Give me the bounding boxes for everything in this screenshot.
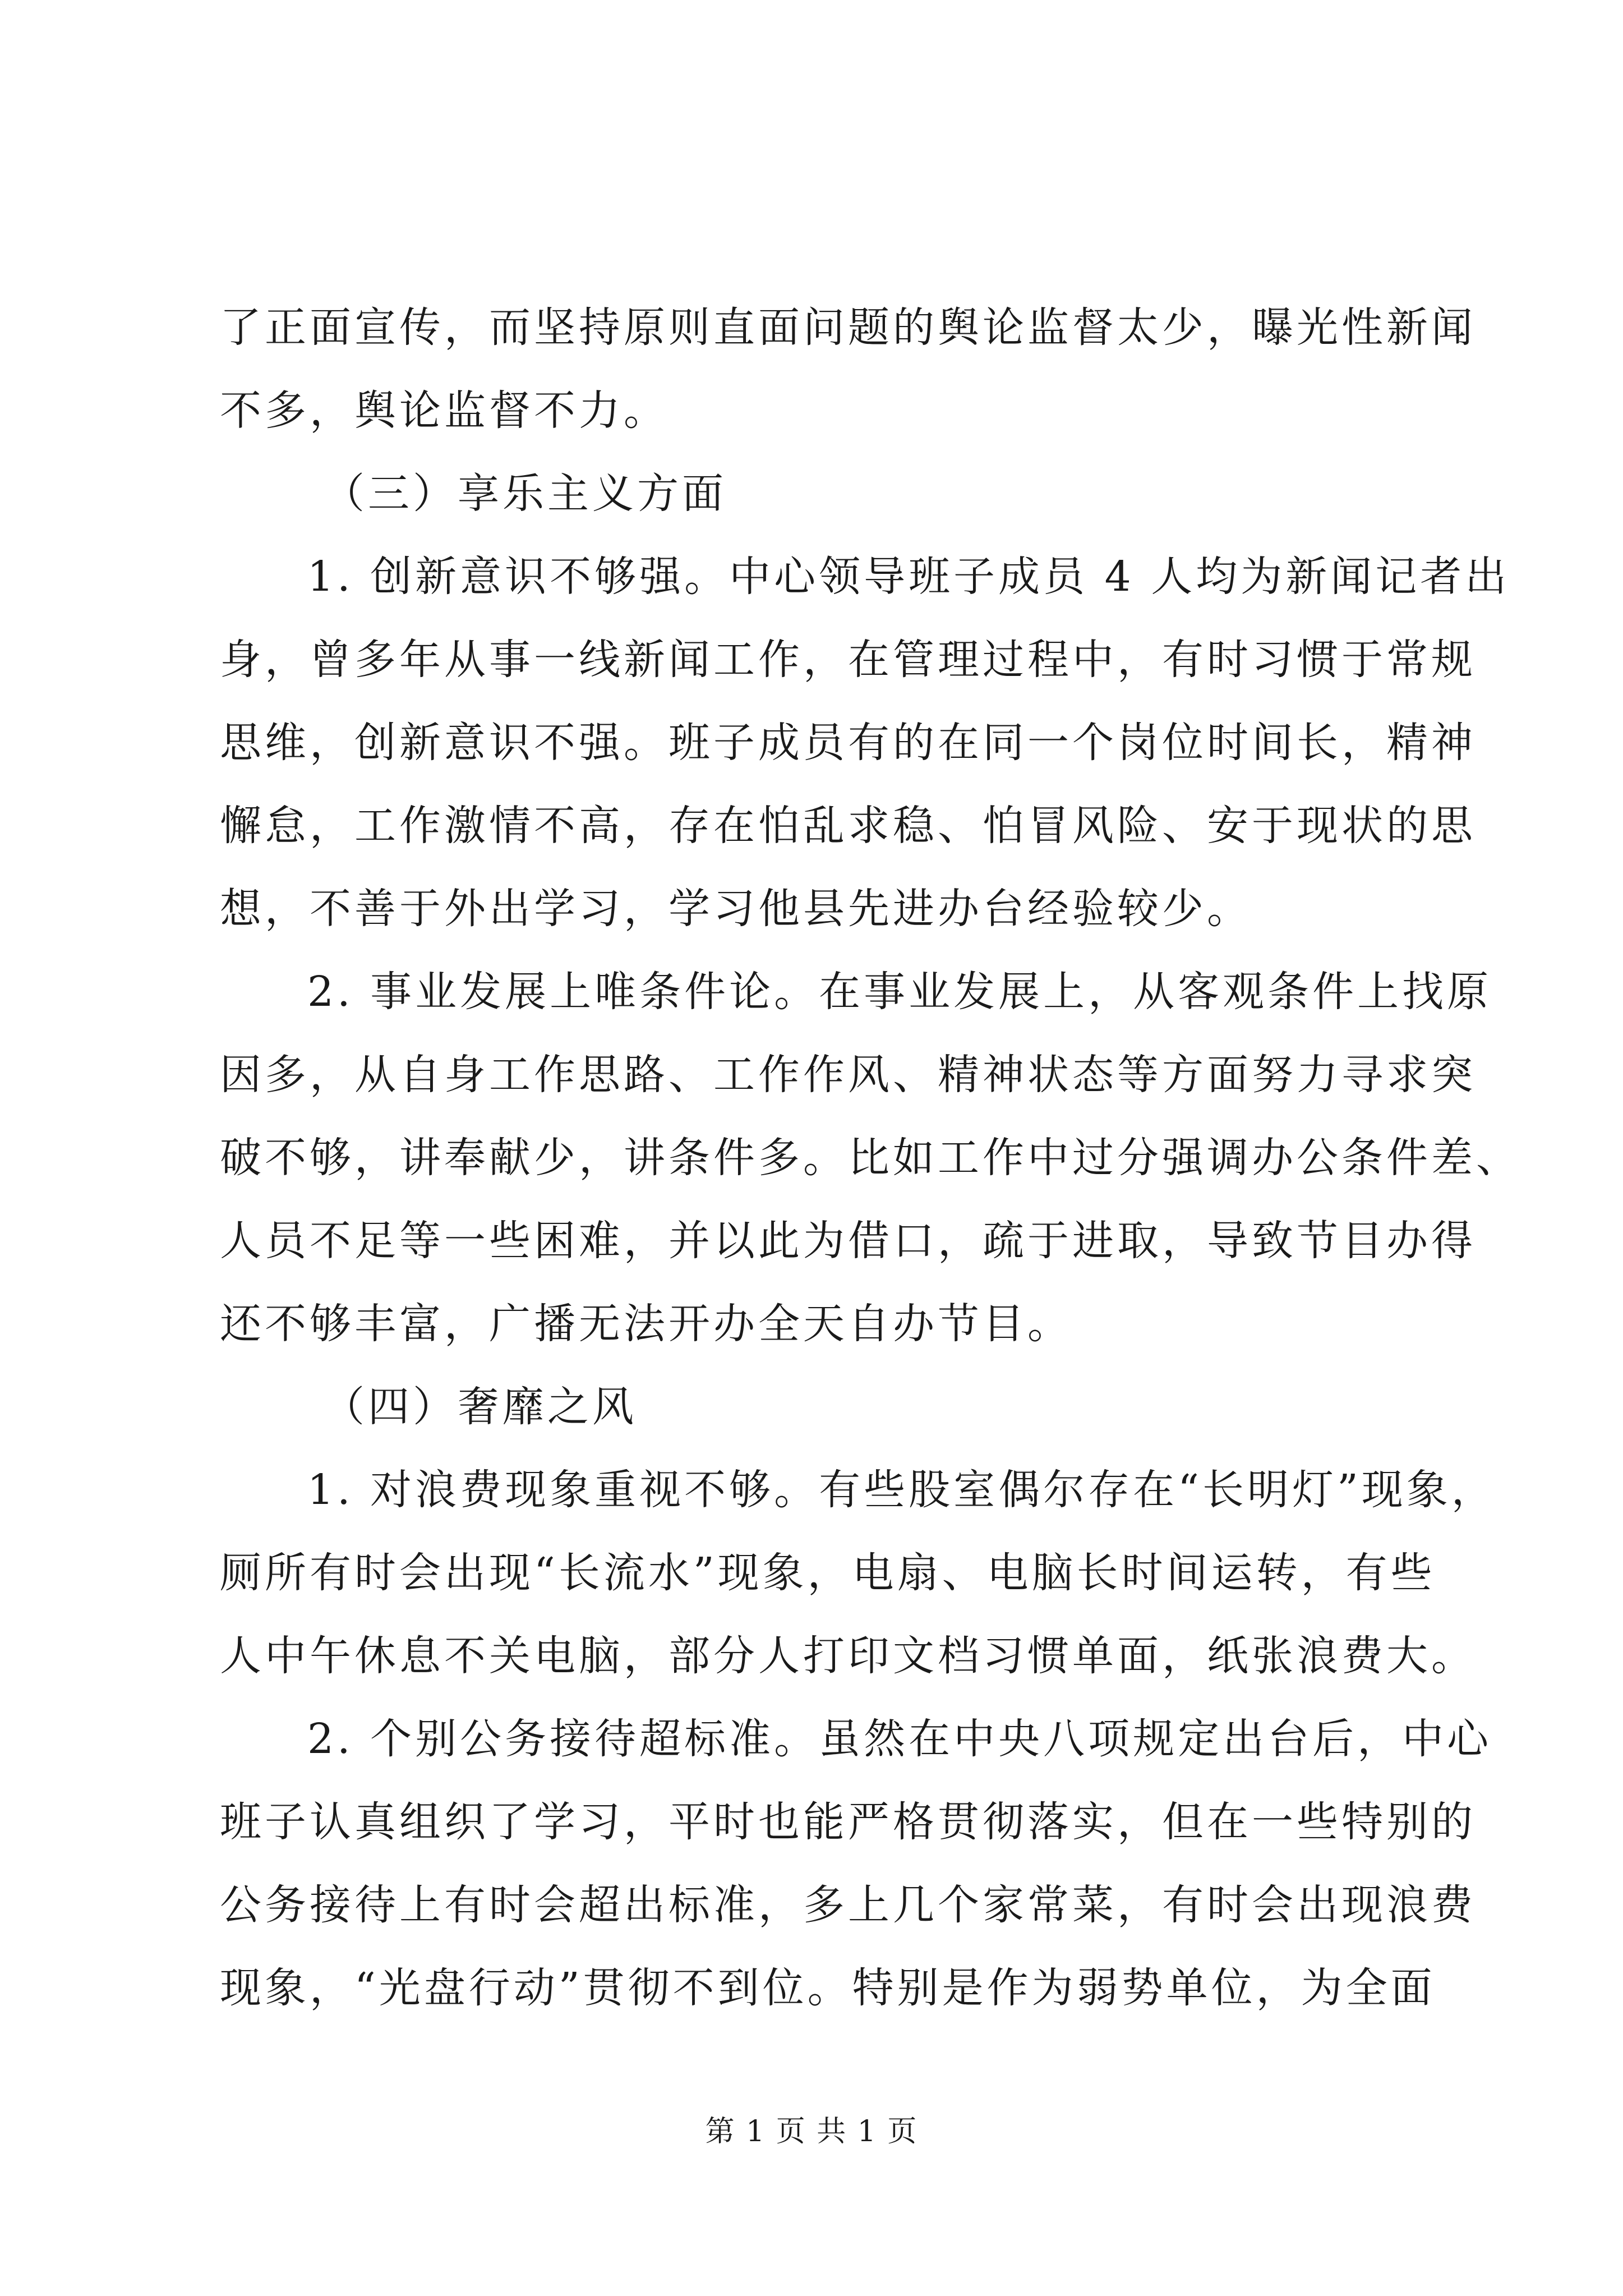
body-line: 破不够，讲奉献少，讲条件多。比如工作中过分强调办公条件差、: [220, 1134, 1521, 1182]
body-line: 公务接待上有时会超出标准，多上几个家常菜，有时会出现浪费: [220, 1881, 1476, 1929]
page-footer: 第 1 页 共 1 页: [705, 2115, 918, 2148]
body-line: 懈怠，工作激情不高，存在怕乱求稳、怕冒风险、安于现状的思: [220, 802, 1476, 850]
body-line: 还不够丰富，广播无法开办全天自办节目。: [220, 1300, 1072, 1348]
body-line: 班子认真组织了学习，平时也能严格贯彻落实，但在一些特别的: [220, 1798, 1476, 1846]
body-line: 厕所有时会出现“长流水”现象，电扇、电脑长时间运转，有些: [220, 1549, 1436, 1597]
paragraph-first-line: 1. 创新意识不够强。中心领导班子成员 4 人均为新闻记者出: [307, 553, 1510, 601]
body-line: 不多，舆论监督不力。: [220, 386, 668, 435]
paragraph-first-line: 1. 对浪费现象重视不够。有些股室偶尔存在“长明灯”现象，: [307, 1466, 1496, 1514]
section-heading: （三）享乐主义方面: [323, 470, 727, 518]
body-line: 了正面宣传，而坚持原则直面问题的舆论监督太少，曝光性新闻: [220, 303, 1476, 352]
body-line: 思维，创新意识不强。班子成员有的在同一个岗位时间长，精神: [220, 719, 1476, 767]
body-line: 想，不善于外出学习，学习他县先进办台经验较少。: [220, 885, 1252, 933]
body-line: 身，曾多年从事一线新闻工作，在管理过程中，有时习惯于常规: [220, 636, 1476, 684]
paragraph-first-line: 2. 个别公务接待超标准。虽然在中央八项规定出台后，中心: [307, 1715, 1492, 1763]
paragraph-first-line: 2. 事业发展上唯条件论。在事业发展上，从客观条件上找原: [307, 968, 1492, 1016]
body-line: 现象，“光盘行动”贯彻不到位。特别是作为弱势单位，为全面: [220, 1964, 1436, 2012]
body-line: 人员不足等一些困难，并以此为借口，疏于进取，导致节目办得: [220, 1217, 1476, 1265]
body-line: 人中午休息不关电脑，部分人打印文档习惯单面，纸张浪费大。: [220, 1632, 1476, 1680]
body-line: 因多，从自身工作思路、工作作风、精神状态等方面努力寻求突: [220, 1051, 1476, 1099]
section-heading: （四）奢靡之风: [323, 1383, 637, 1431]
